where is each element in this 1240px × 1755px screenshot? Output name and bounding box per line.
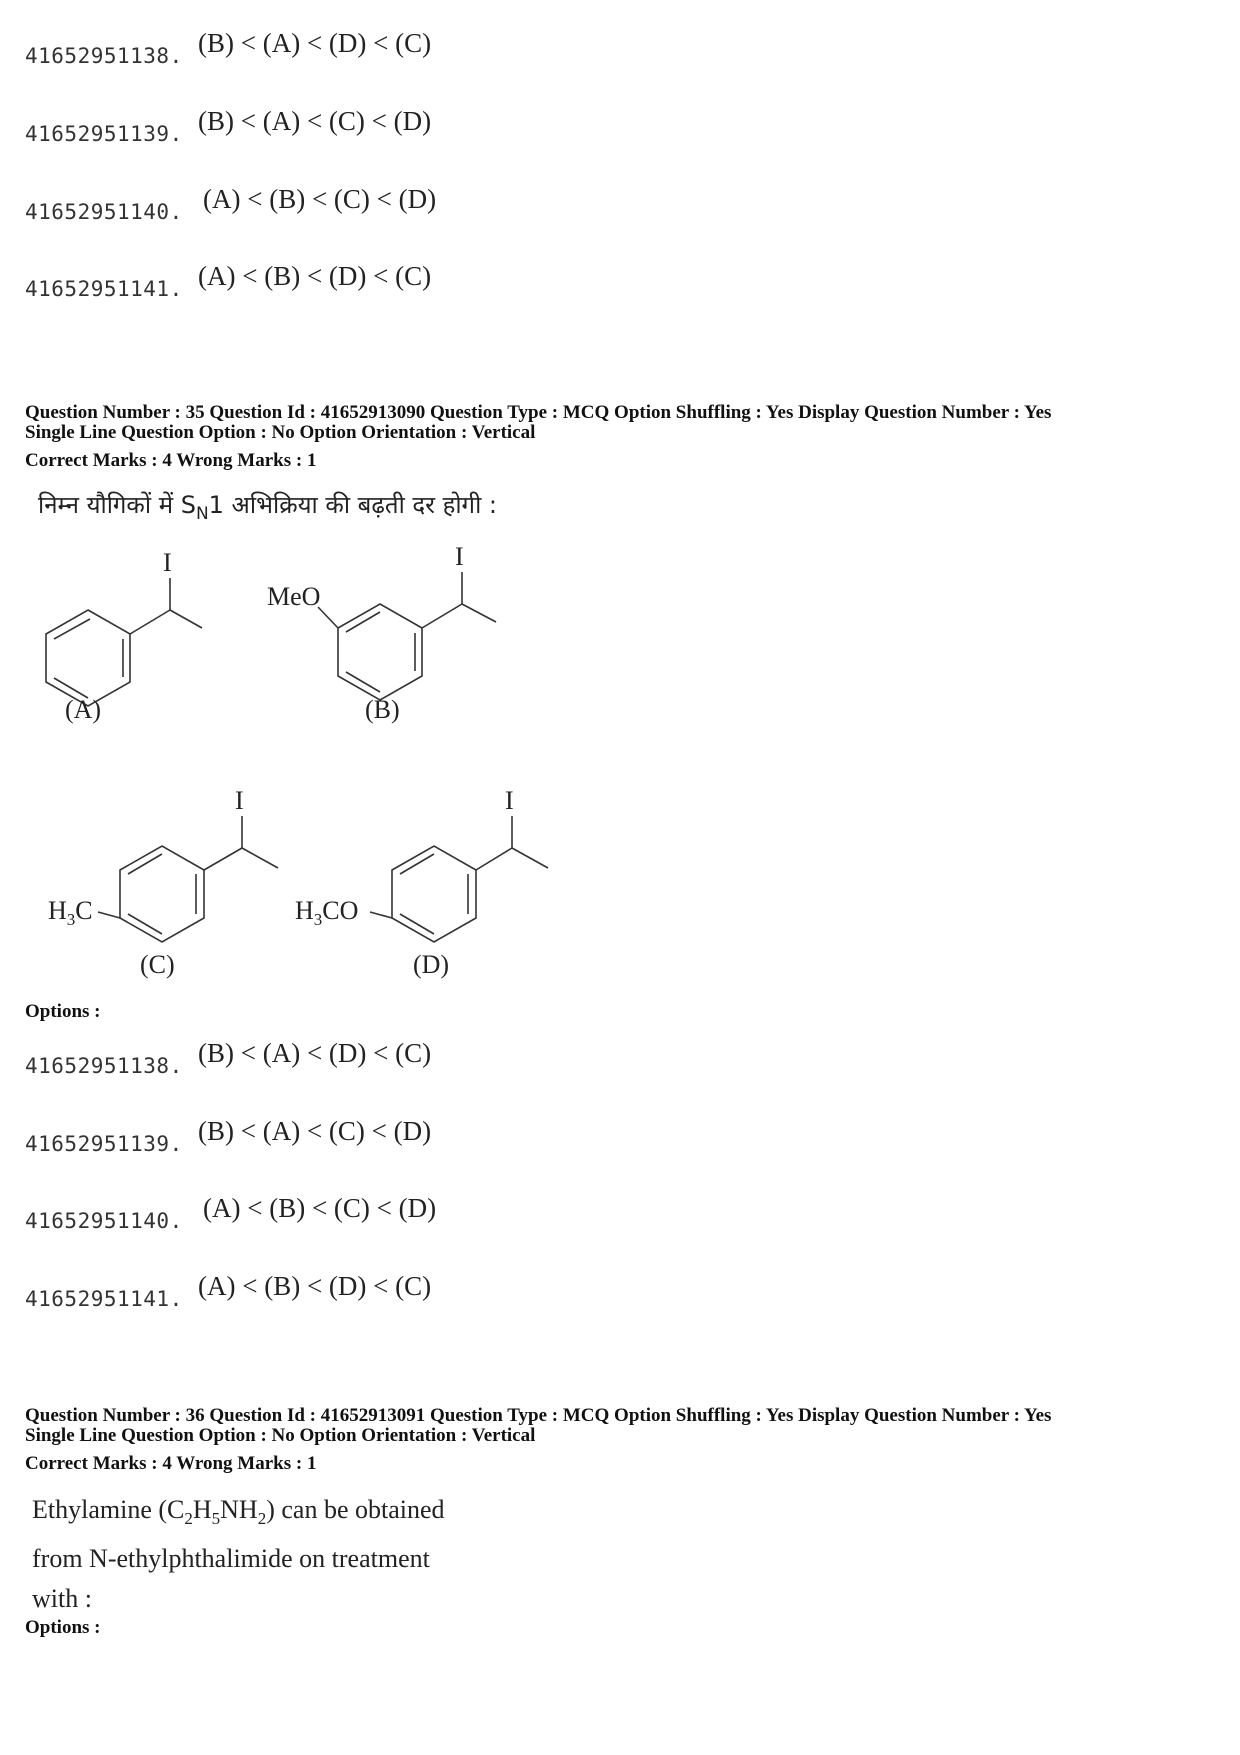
meo-label: MeO	[267, 582, 321, 611]
q36-meta-line2: Single Line Question Option : No Option Orientation : Vertical	[25, 1425, 536, 1446]
iodine-label-a: I	[163, 548, 172, 577]
iodine-label-c: I	[235, 786, 244, 815]
question-line: from N-ethylphthalimide on treatment	[32, 1544, 430, 1574]
question-subscript: N	[195, 503, 209, 524]
option-id: 41652951140.	[25, 1209, 183, 1233]
structure-b	[318, 572, 496, 700]
structure-d-label: (D)	[413, 950, 450, 979]
q35-meta-line1: Question Number : 35 Question Id : 41652913090 Question Type : MCQ Option Shuffling : Yes Display Question Number : Yes	[25, 402, 1052, 423]
option-text: (A) < (B) < (C) < (D)	[203, 184, 437, 214]
question-text-post: 1 अभिक्रिया की बढ़ती दर होगी :	[208, 491, 498, 519]
q35-options-label: Options :	[25, 1001, 101, 1022]
option-id: 41652951140.	[25, 200, 183, 224]
q35-meta-line2: Single Line Question Option : No Option Orientation : Vertical	[25, 422, 536, 443]
q36-marks: Correct Marks : 4 Wrong Marks : 1	[25, 1453, 317, 1474]
structure-c-label: (C)	[140, 950, 175, 979]
structure-d	[370, 816, 548, 942]
h3co-label: $H_3CO$	[295, 896, 359, 930]
option-text: (B) < (A) < (D) < (C)	[198, 1038, 432, 1068]
structure-c	[98, 816, 278, 942]
option-text: (A) < (B) < (C) < (D)	[203, 1193, 437, 1223]
h3c-label: $H_3C$	[48, 896, 93, 930]
option-id: 41652951139.	[25, 122, 183, 146]
option-id: 41652951138.	[25, 44, 183, 68]
q35-question	[38, 488, 497, 524]
structure-a	[46, 578, 202, 706]
option-id: 41652951141.	[25, 277, 183, 301]
option-text: (B) < (A) < (D) < (C)	[198, 28, 432, 58]
option-text: (B) < (A) < (C) < (D)	[198, 106, 432, 136]
option-text: (A) < (B) < (D) < (C)	[198, 1271, 432, 1301]
iodine-label-d: I	[505, 786, 514, 815]
iodine-label-b: I	[455, 542, 464, 571]
question-line: with :	[32, 1584, 92, 1614]
option-text: (B) < (A) < (C) < (D)	[198, 1116, 432, 1146]
q36-question	[32, 1490, 445, 1619]
structure-b-label: (B)	[365, 695, 400, 724]
option-id: 41652951139.	[25, 1132, 183, 1156]
option-id: 41652951138.	[25, 1054, 183, 1078]
structure-a-label: (A)	[65, 695, 102, 724]
option-text: (A) < (B) < (D) < (C)	[198, 261, 432, 291]
option-id: 41652951141.	[25, 1287, 183, 1311]
q36-meta-line1: Question Number : 36 Question Id : 41652913091 Question Type : MCQ Option Shuffling : Yes Display Question Number : Yes	[25, 1405, 1052, 1426]
q35-marks: Correct Marks : 4 Wrong Marks : 1	[25, 450, 317, 471]
q36-options-label: Options :	[25, 1617, 101, 1638]
question-line: Ethylamine $(C_2H_5NH_2)$ can be obtained	[32, 1495, 445, 1529]
question-text-pre: निम्न यौगिकों में S	[38, 491, 196, 519]
